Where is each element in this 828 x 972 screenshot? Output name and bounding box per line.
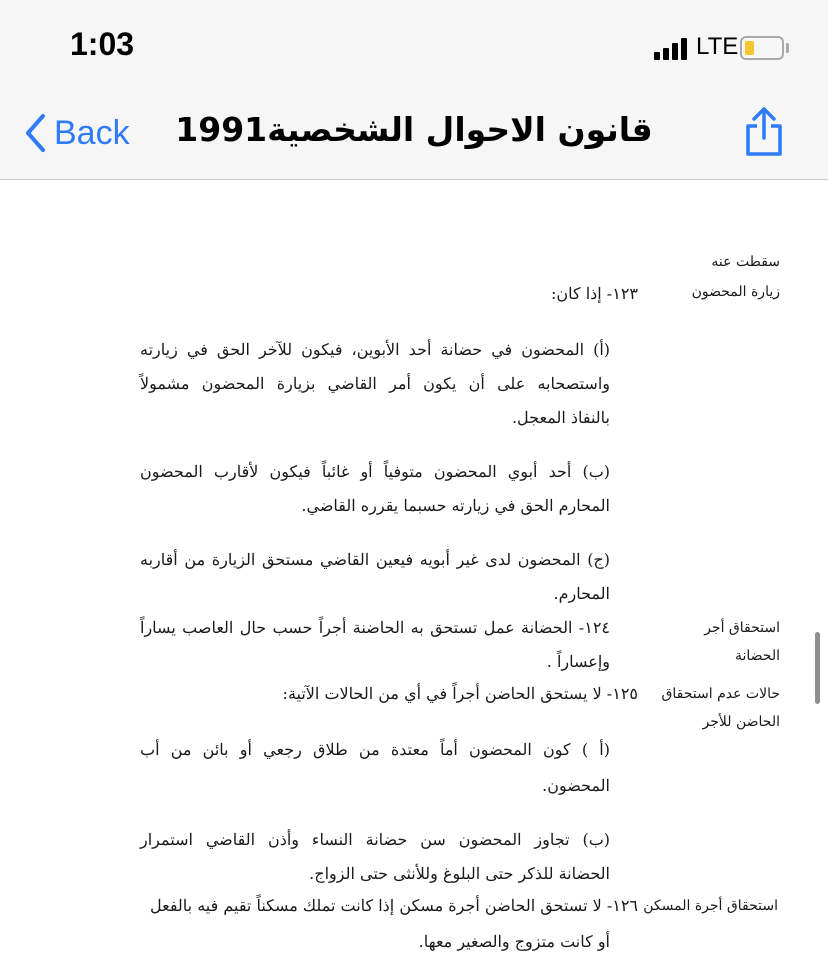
article-123-item-b-line2: المحارم الحق في زيارته حسبما يقرره القاضي. (301, 496, 610, 515)
article-123-item-a-line1: (أ) المحضون في حضانة أحد الأبوين، فيكون للآخر الحق في زيارته (140, 340, 610, 359)
share-button[interactable] (742, 106, 786, 162)
margin-heading-123: زيارة المحضون (691, 284, 780, 300)
article-126-line2: أو كانت متزوج والصغير معها. (418, 932, 610, 951)
status-time: 1:03 (70, 26, 135, 62)
article-125: ١٢٥- لا يستحق الحاضن أجراً في أي من الحالات الآتية: (282, 684, 638, 703)
article-125-item-b-line2: الحضانة للذكر حتى البلوغ وللأنثى حتى الزواج. (309, 864, 610, 883)
margin-heading-125-line2: الحاضن للأجر (702, 714, 780, 730)
chevron-left-icon (24, 113, 46, 153)
scroll-indicator[interactable] (815, 632, 820, 704)
margin-heading-125-line1: حالات عدم استحقاق (661, 686, 780, 702)
article-125-item-a-line2: المحضون. (542, 776, 610, 795)
battery-tip (786, 43, 789, 53)
article-123-item-c-line2: المحارم. (553, 584, 610, 603)
cellular-signal-icon (654, 36, 694, 60)
article-125-item-a-line1: (أ ) كون المحضون أماً معتدة من طلاق رجعي أو بائن من أب (140, 740, 610, 759)
article-124-line2: وإعساراً . (546, 652, 610, 671)
article-124-line1: ١٢٤- الحضانة عمل تستحق به الحاضنة أجراً حسب حال العاصب يساراً (140, 618, 610, 637)
back-label: Back (54, 113, 130, 152)
network-type: LTE (696, 33, 739, 60)
article-123-item-c-line1: (ج) المحضون لدى غير أبويه فيعين القاضي مستحق الزيارة من أقاربه (140, 550, 610, 569)
article-125-item-b-line1: (ب) تجاوز المحضون سن حضانة النساء وأذن القاضي استمرار (140, 830, 610, 849)
article-123-item-a-line2: واستصحابه على أن يكون أمر القاضي بزيارة المحضون مشمولاً (140, 374, 610, 393)
status-bar (0, 0, 828, 96)
back-button[interactable] (24, 108, 130, 158)
article-123: ١٢٣- إذا كان: (550, 284, 638, 303)
article-123-item-b-line1: (ب) أحد أبوي المحضون متوفياً أو غائباً فيكون لأقارب المحضون (140, 462, 610, 481)
margin-heading-124-line1: استحقاق أجر (704, 620, 780, 636)
navigation-bar (0, 96, 828, 180)
margin-heading-126: استحقاق أجرة المسكن (643, 898, 778, 914)
article-126-line1: ١٢٦- لا تستحق الحاضن أجرة مسكن إذا كانت تملك مسكناً تقيم فيه بالفعل (149, 896, 638, 915)
margin-heading-124-line2: الحضانة (734, 648, 780, 664)
page-title: قانون الاحوال الشخصية1991 (175, 110, 653, 149)
battery-icon (740, 36, 784, 60)
document-page (0, 180, 828, 972)
margin-note: سقطت عنه (711, 254, 780, 270)
share-icon (742, 106, 786, 158)
article-123-item-a-line3: بالنفاذ المعجل. (511, 408, 610, 427)
